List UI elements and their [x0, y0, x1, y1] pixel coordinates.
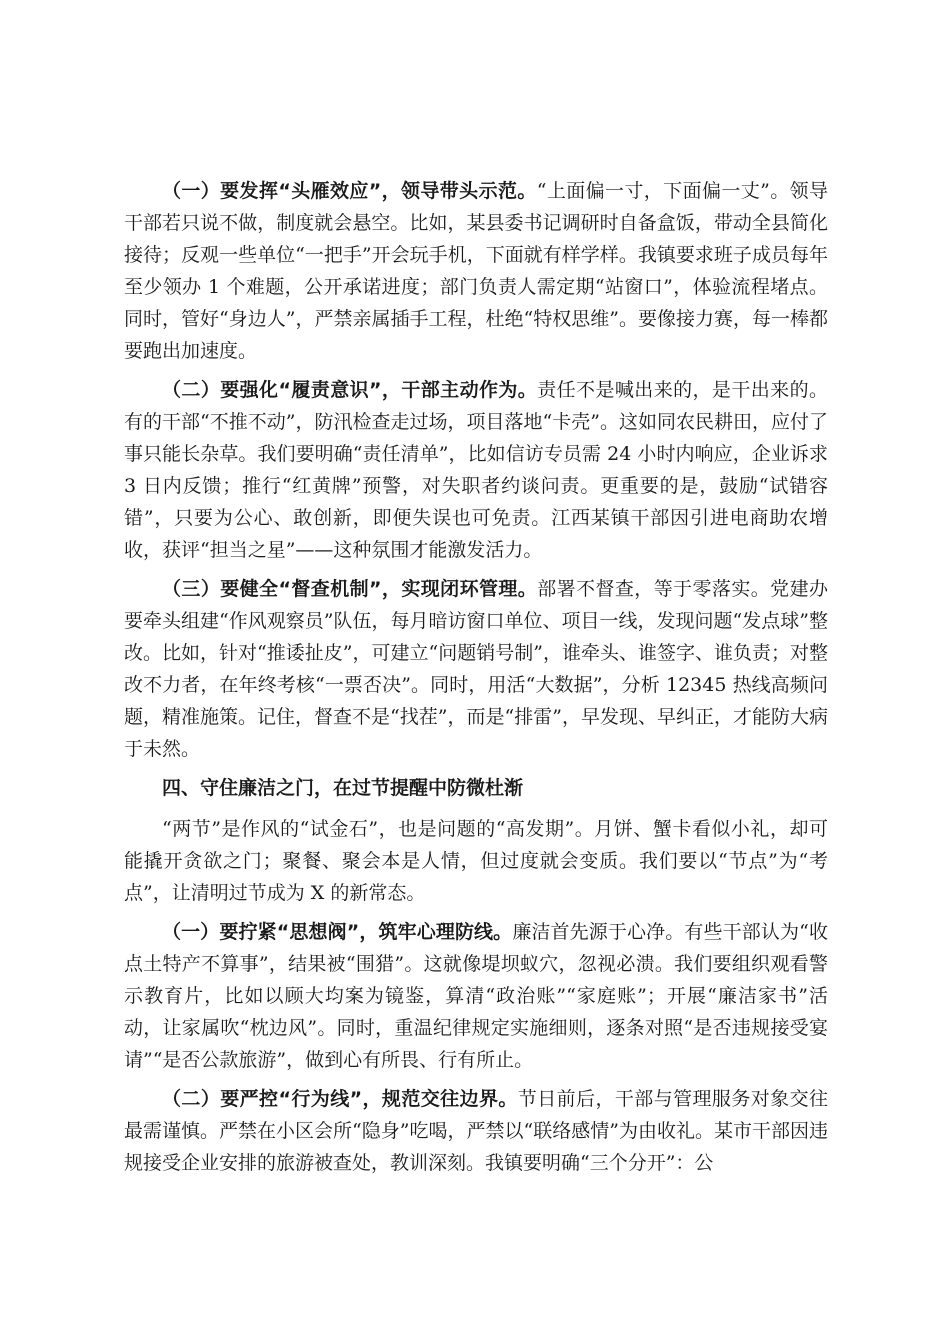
paragraph-lead: （二）要强化“履责意识”，干部主动作为。 — [162, 379, 538, 401]
paragraph-lead: （一）要拧紧“思想阀”，筑牢心理防线。 — [162, 921, 513, 943]
paragraph-supervision — [124, 573, 828, 765]
paragraph-lead: （一）要发挥“头雁效应”，领导带头示范。 — [162, 180, 537, 202]
paragraph-responsibility — [124, 374, 828, 566]
paragraph-conduct — [124, 1083, 828, 1179]
paragraph-text: “上面偏一寸，下面偏一丈”。领导干部若只说不做，制度就会悬空。比如，某县委书记调研时自备盒饭，带动全县简化接待；反观一些单位“一把手”开会玩手机，下面就有样学样。我镇要求班子成员每年至少领办 1 个难题，公开承诺进度；部门负责人需定期“站窗口”，体验流程堵点。同时，管好“身边人”，严禁亲属插手工程，杜绝“特权思维”。要像接力赛，每一棒都要跑出加速度。 — [124, 180, 828, 362]
section-heading: 四、守住廉洁之门，在过节提醒中防微杜渐 — [162, 777, 524, 799]
paragraph-text: 责任不是喊出来的，是干出来的。有的干部“不推不动”，防汛检查走过场，项目落地“卡壳”。这如同农民耕田，应付了事只能长杂草。我们要明确“责任清单”，比如信访专员需 24 小时内响应，企业诉求 3 日内反馈；推行“红黄牌”预警，对失职者约谈问责。更重要的是，鼓励“试错容错”，只要为公心、敢创新，即便失误也可免责。江西某镇干部因引进电商助农增收，获评“担当之星”——这种氛围才能激发活力。 — [124, 379, 828, 561]
paragraph-leading-example — [124, 175, 828, 367]
paragraph-text: 节日前后，干部与管理服务对象交往最需谨慎。严禁在小区会所“隐身”吃喝，严禁以“联络感情”为由收礼。某市干部因违规接受企业安排的旅游被查处，教训深刻。我镇要明确“三个分开”：公 — [124, 1088, 828, 1174]
paragraph-text: 部署不督查，等于零落实。党建办要牵头组建“作风观察员”队伍，每月暗访窗口单位、项目一线，发现问题“发点球”整改。比如，针对“推诿扯皮”，可建立“问题销号制”，谁牵头、谁签字、谁负责；对整改不力者，在年终考核“一票否决”。同时，用活“大数据”，分析 12345 热线高频问题，精准施策。记住，督查不是“找茬”，而是“排雷”，早发现、早纠正，才能防大病于未然。 — [124, 578, 828, 760]
section-intro: “两节”是作风的“试金石”，也是问题的“高发期”。月饼、蟹卡看似小礼，却可能撬开贪欲之门；聚餐、聚会本是人情，但过度就会变质。我们要以“节点”为“考点”，让清明过节成为 X 的新常态。 — [124, 818, 828, 904]
paragraph-lead: （二）要严控“行为线”，规范交往边界。 — [162, 1088, 518, 1110]
paragraph-text: 廉洁首先源于心净。有些干部认为“收点土特产不算事”，结果被“围猎”。这就像堤坝蚁穴，忽视必溃。我们要组织观看警示教育片，比如以顾大均案为镜鉴，算清“政治账”“家庭账”；开展“廉洁家书”活动，让家属吹“枕边风”。同时，重温纪律规定实施细则，逐条对照“是否违规接受宴请”“是否公款旅游”，做到心有所畏、行有所止。 — [124, 921, 828, 1071]
document-page — [124, 175, 828, 1186]
paragraph-lead: （三）要健全“督查机制”，实现闭环管理。 — [162, 578, 538, 600]
paragraph-mindset — [124, 916, 828, 1076]
